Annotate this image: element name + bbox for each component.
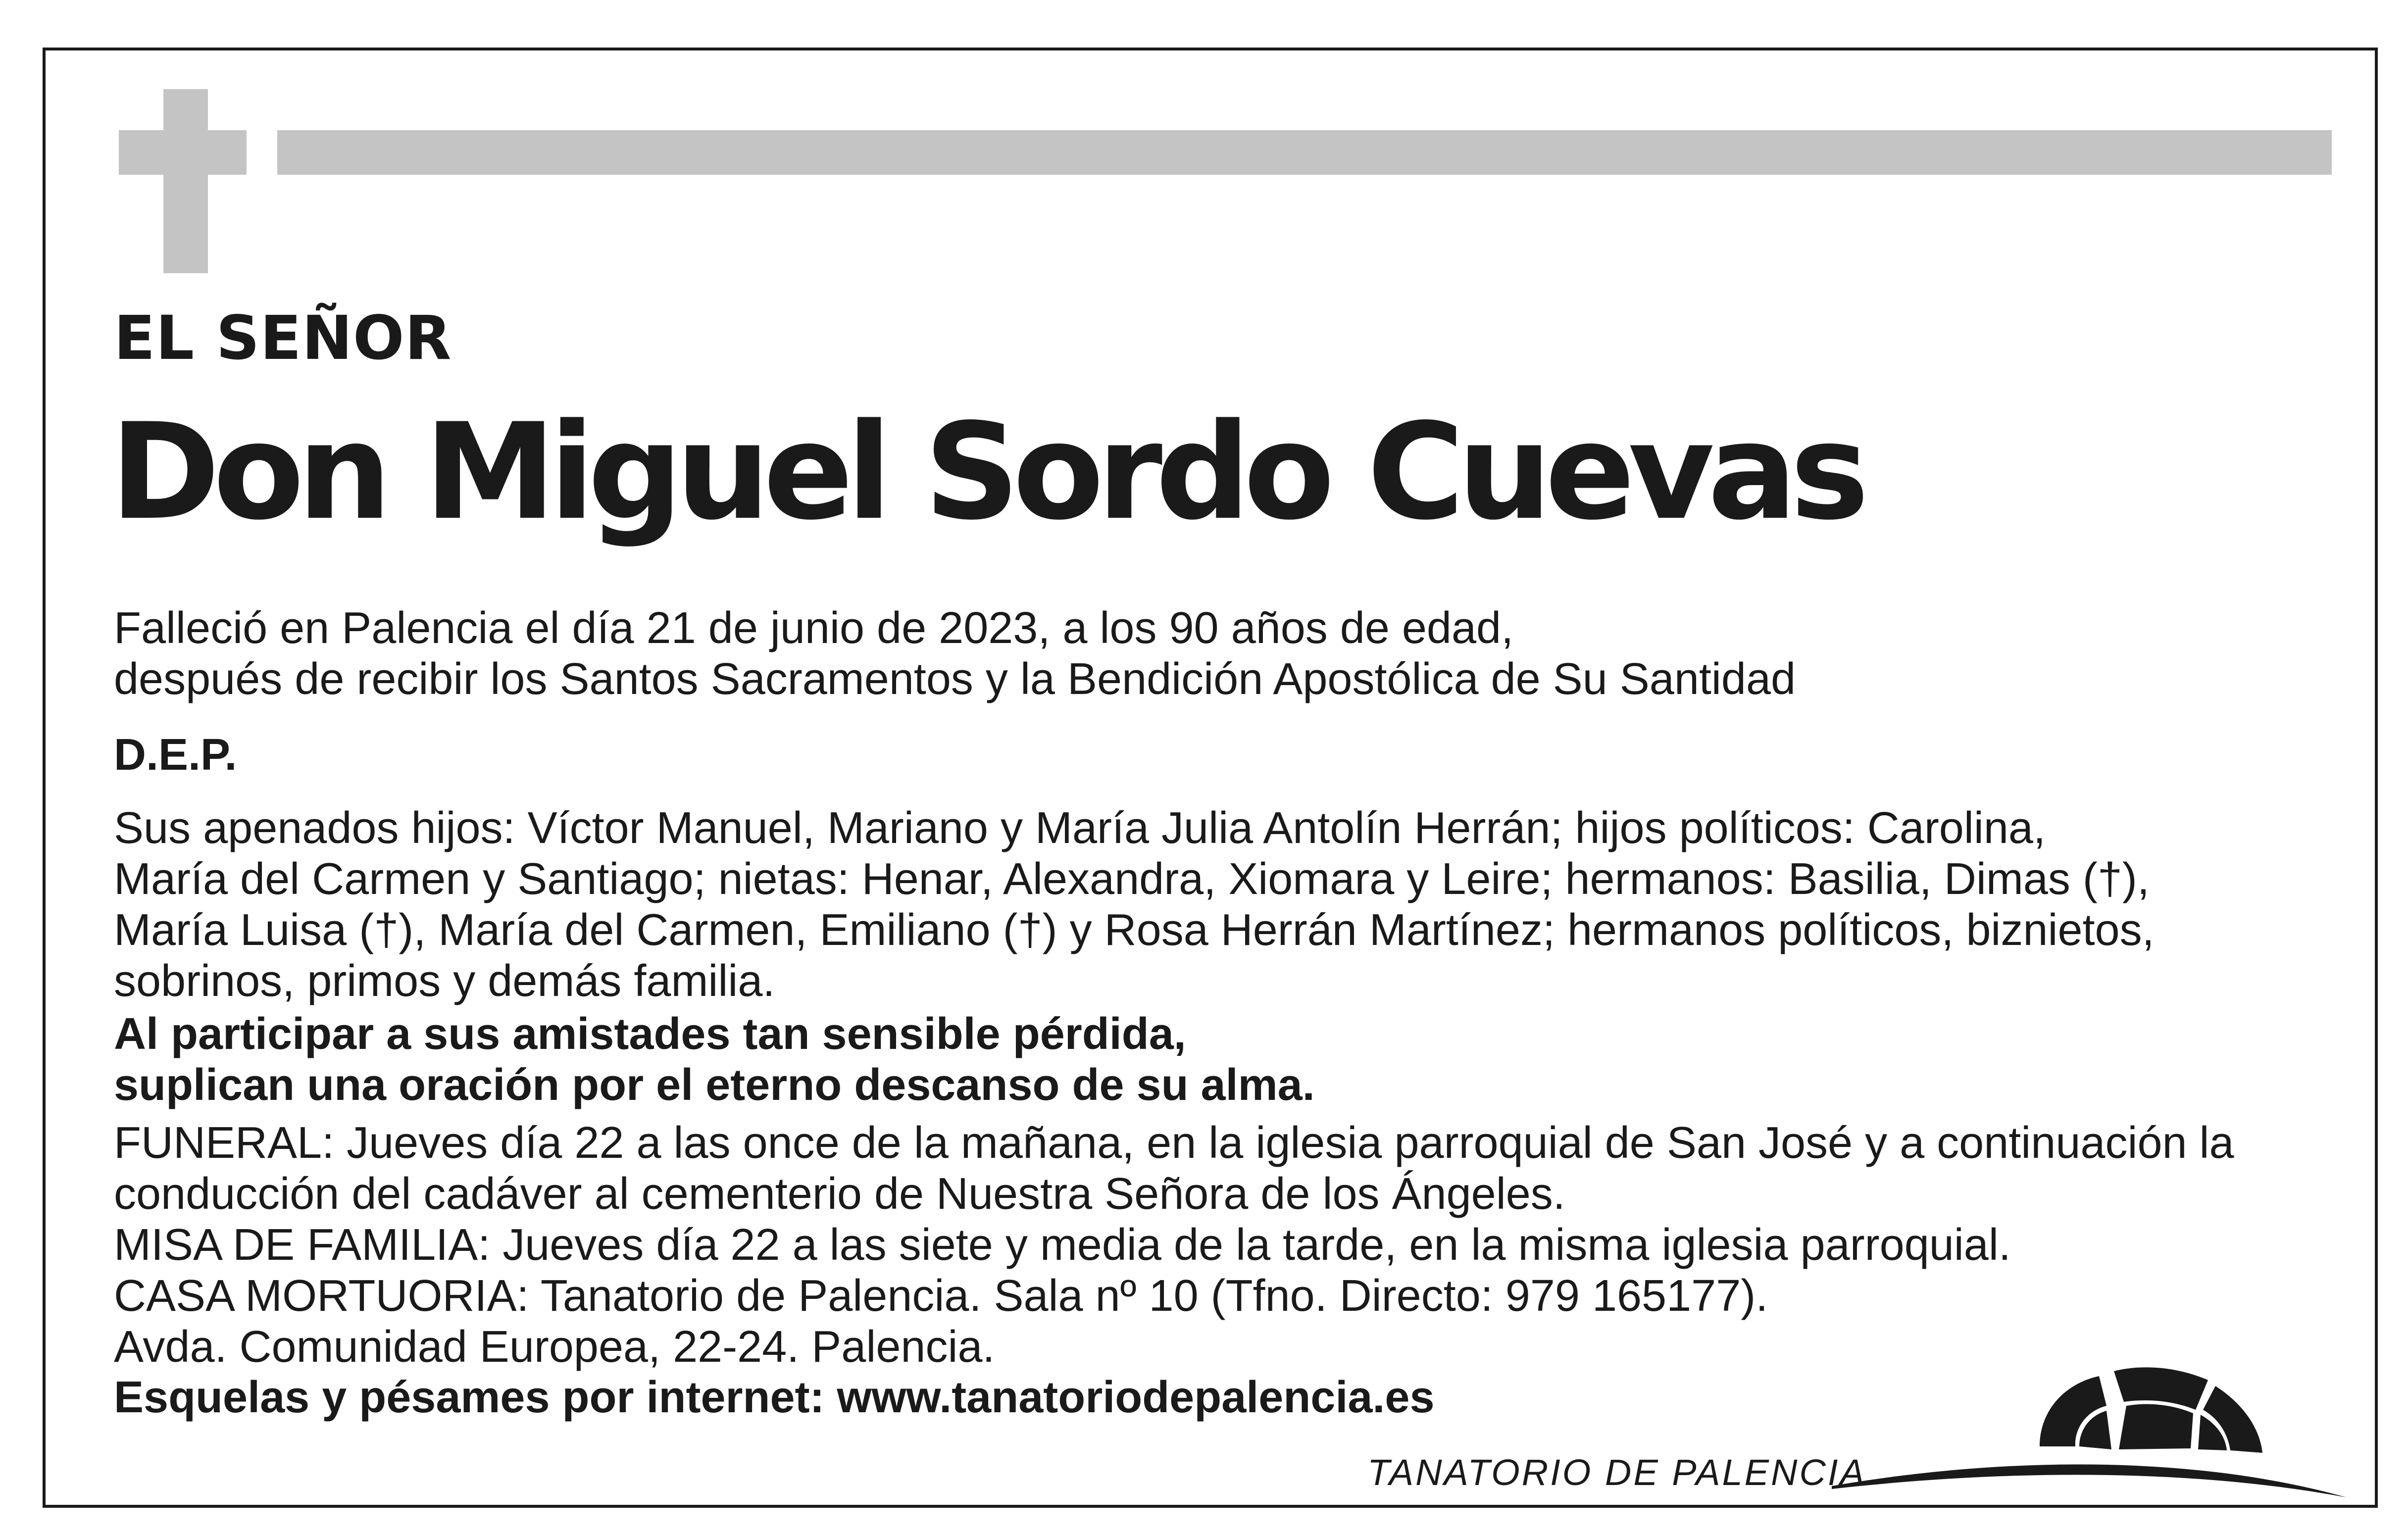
tanatorio-logo-icon <box>1832 1337 2357 1510</box>
tanatorio-logo-text: TANATORIO DE PALENCIA <box>1367 1452 1866 1493</box>
funeral-line: CASA MORTUORIA: Tanatorio de Palencia. Sala nº 10 (Tfno. Directo: 979 165177). <box>114 1271 1768 1321</box>
funeral-line: conducción del cadáver al cementerio de Nuestra Señora de los Ángeles. <box>114 1169 1565 1219</box>
dep-label: D.E.P. <box>114 730 237 780</box>
prayer-line: suplican una oración por el eterno descanso de su alma. <box>114 1060 1315 1110</box>
title-honorific: EL SEÑOR <box>114 303 452 373</box>
header-bar <box>277 130 2332 175</box>
death-info-line: después de recibir los Santos Sacramentos y la Bendición Apostólica de Su Santidad <box>114 654 1796 704</box>
death-info <box>114 603 1796 705</box>
cross-icon-arm <box>119 130 247 175</box>
funeral-details <box>114 1118 2234 1373</box>
website-line: Esquelas y pésames por internet: www.tanatoriodepalencia.es <box>114 1373 1435 1422</box>
death-info-line: Falleció en Palencia el día 21 de junio de 2023, a los 90 años de edad, <box>114 603 1514 653</box>
prayer-request <box>114 1009 1315 1111</box>
family-line: María del Carmen y Santiago; nietas: Henar, Alexandra, Xiomara y Leire; hermanos: Basilia, Dimas (†), <box>114 854 2150 904</box>
funeral-line: Avda. Comunidad Europea, 22-24. Palencia. <box>114 1322 995 1372</box>
family-line: María Luisa (†), María del Carmen, Emiliano (†) y Rosa Herrán Martínez; hermanos políticos, biznietos, <box>114 905 2155 955</box>
funeral-line: FUNERAL: Jueves día 22 a las once de la mañana, en la iglesia parroquial de San José y a continuación la <box>114 1118 2234 1168</box>
funeral-line: MISA DE FAMILIA: Jueves día 22 a las siete y media de la tarde, en la misma iglesia parroquial. <box>114 1220 2011 1270</box>
family-line: sobrinos, primos y demás familia. <box>114 956 775 1006</box>
family-line: Sus apenados hijos: Víctor Manuel, Mariano y María Julia Antolín Herrán; hijos políticos: Carolina, <box>114 803 2046 853</box>
deceased-name: Don Miguel Sordo Cuevas <box>110 395 1862 549</box>
prayer-line: Al participar a sus amistades tan sensible pérdida, <box>114 1009 1186 1059</box>
family-list <box>114 803 2155 1007</box>
cross-icon <box>163 89 208 273</box>
